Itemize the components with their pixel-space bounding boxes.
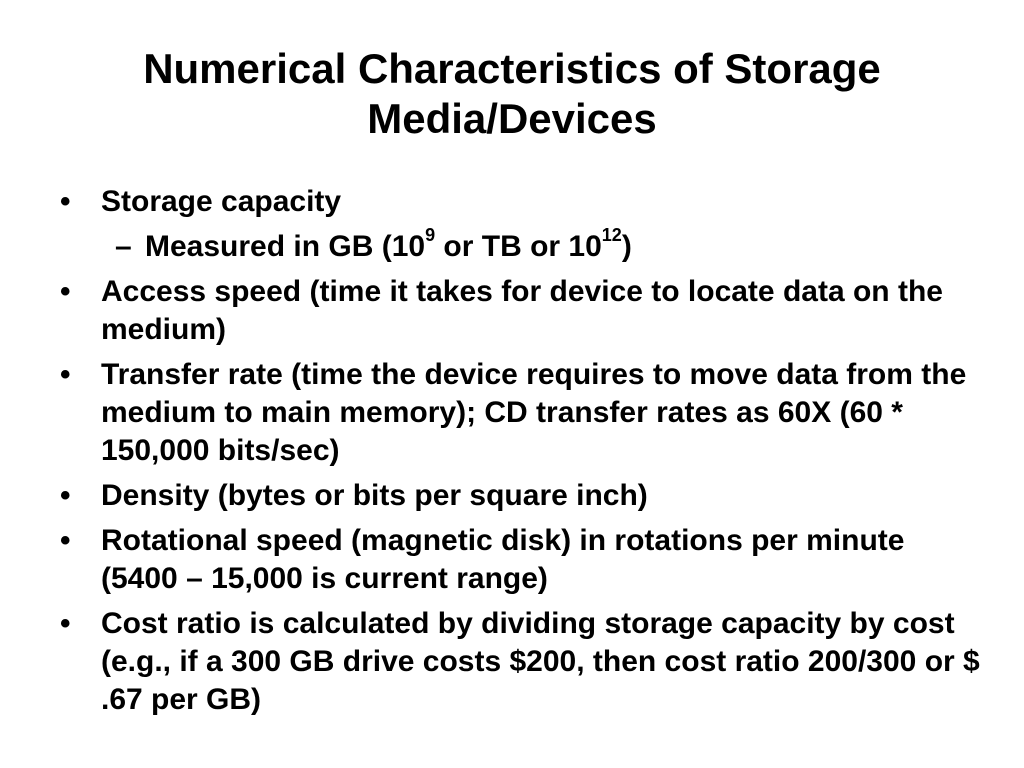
bullet-storage-capacity — [0, 183, 1024, 221]
bullet-marker: • — [60, 358, 71, 391]
slide-title — [40, 44, 984, 144]
bullet-list — [0, 183, 1024, 726]
bullet-marker: • — [60, 607, 71, 640]
bullet-marker: • — [60, 479, 71, 512]
sub-bullet-text — [145, 225, 632, 263]
bullet-transfer-rate — [0, 356, 1024, 470]
bullet-text: Storage capacity — [101, 185, 342, 218]
superscript-exponent: 12 — [601, 225, 622, 245]
dash-marker: – — [115, 230, 132, 263]
sub-bullet-text-part: or TB or 10 — [435, 230, 602, 263]
bullet-text: Access speed (time it takes for device to locate data on the medium) — [101, 275, 943, 346]
bullet-marker: • — [60, 524, 71, 557]
bullet-text: Cost ratio is calculated by dividing storage capacity by cost (e.g., if a 300 GB drive costs $200, then cost ratio 200/300 or $ .67 per GB) — [101, 607, 980, 716]
bullet-density — [0, 477, 1024, 515]
bullet-text: Transfer rate (time the device requires to move data from the medium to main memory); CD transfer rates as 60X (60 * 150,000 bits/sec) — [101, 358, 967, 467]
slide-title-line-2: Media/Devices — [367, 95, 657, 142]
sub-bullet-text-part: ) — [621, 230, 632, 263]
sub-bullet-measured-in — [0, 225, 1024, 266]
bullet-rotational-speed — [0, 522, 1024, 598]
bullet-cost-ratio — [0, 605, 1024, 719]
bullet-marker: • — [60, 185, 71, 218]
bullet-text: Rotational speed (magnetic disk) in rotations per minute (5400 – 15,000 is current range) — [101, 524, 905, 595]
bullet-access-speed — [0, 273, 1024, 349]
bullet-marker: • — [60, 275, 71, 308]
sub-bullet-text-part: Measured in GB (10 — [145, 230, 426, 263]
slide-title-line-1: Numerical Characteristics of Storage — [143, 45, 881, 92]
bullet-text: Density (bytes or bits per square inch) — [101, 479, 648, 512]
superscript-exponent: 9 — [425, 225, 436, 245]
